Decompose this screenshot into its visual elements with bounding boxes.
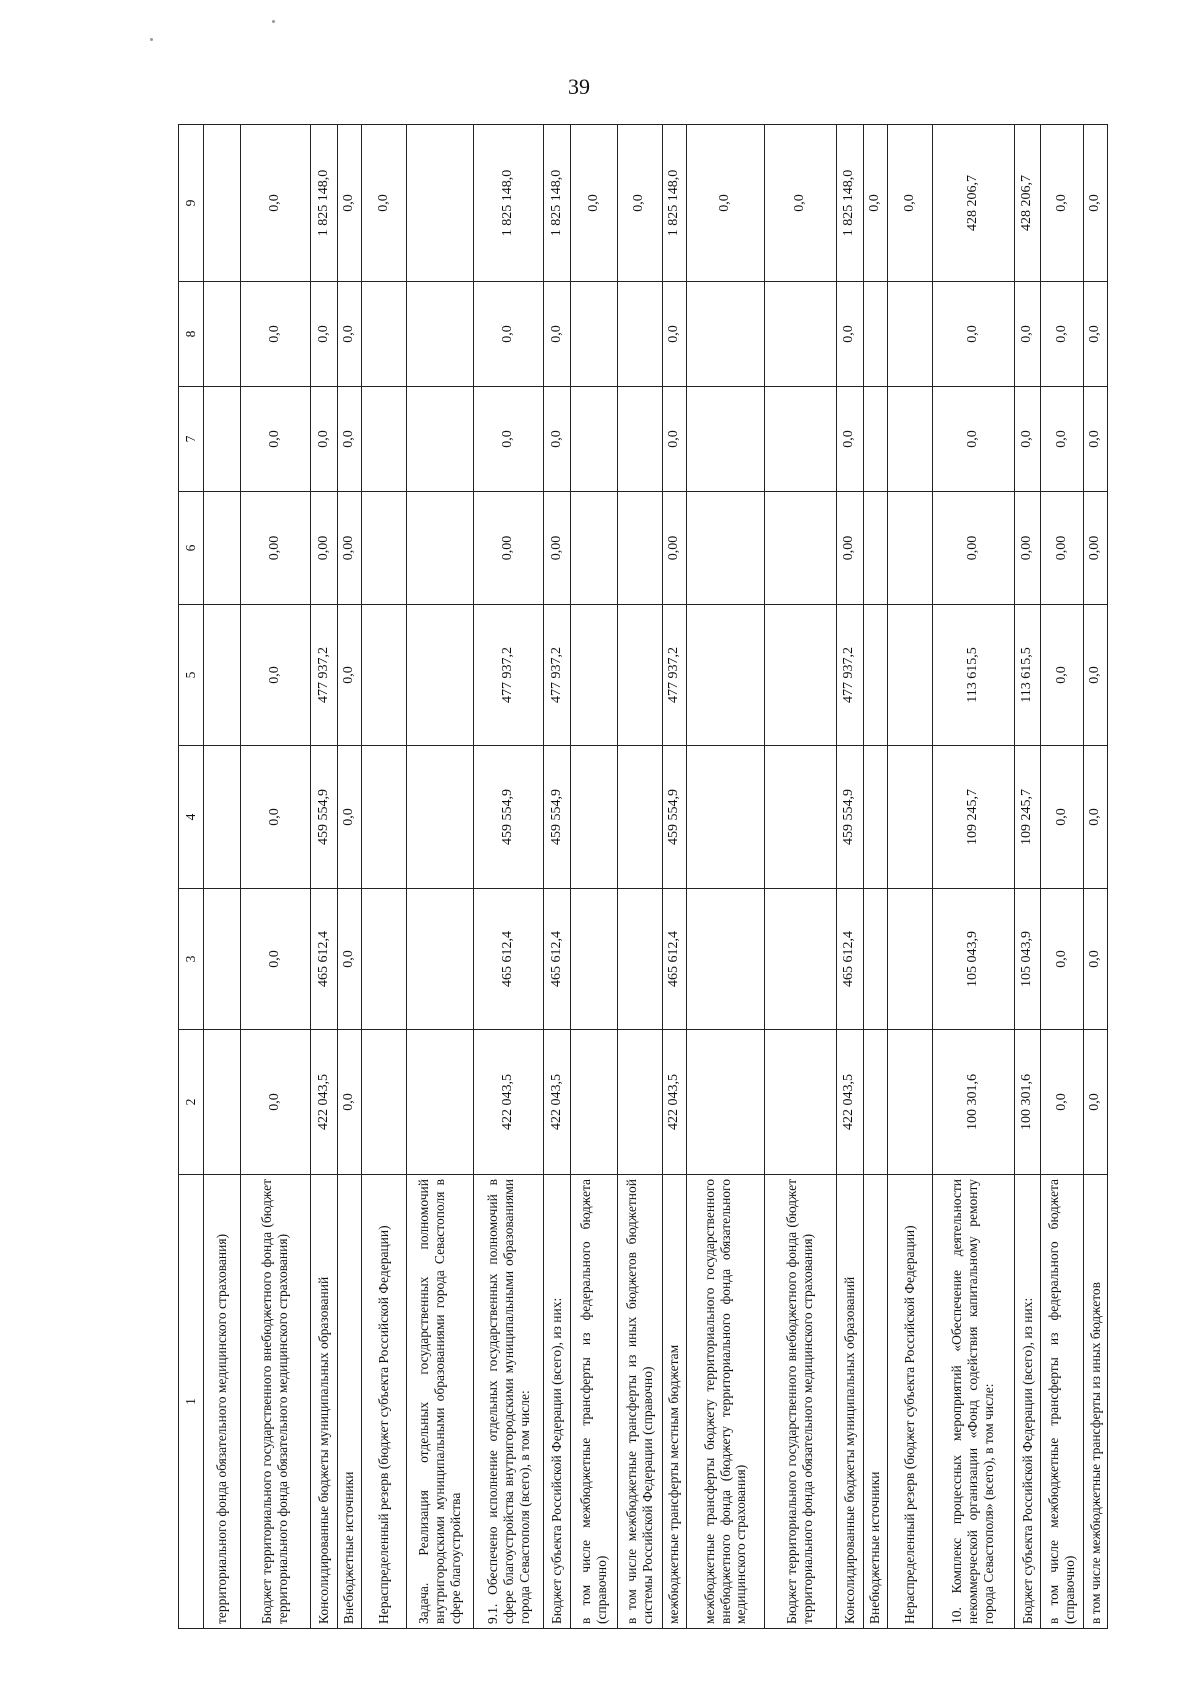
value-cell: 0,0: [1014, 282, 1041, 387]
value-cell: 0,00: [836, 492, 863, 605]
value-cell: 0,00: [473, 492, 544, 605]
value-cell: 422 043,5: [544, 1030, 571, 1175]
table-row: [617, 125, 662, 1629]
value-cell: [361, 282, 406, 387]
value-cell: 422 043,5: [473, 1030, 544, 1175]
table-row: [764, 125, 836, 1629]
value-cell: 0,00: [1084, 492, 1108, 605]
scan-speck: [272, 20, 275, 23]
value-cell: [361, 492, 406, 605]
value-cell: [406, 387, 473, 492]
row-label: Бюджет территориального государственного внебюджетного фонда (бюджет территориального фонда обязательного медицинского страхования): [764, 1175, 836, 1629]
value-cell: 100 301,6: [1014, 1030, 1041, 1175]
value-cell: 1 825 148,0: [836, 125, 863, 282]
table-row: [240, 125, 311, 1629]
value-cell: [764, 282, 836, 387]
value-cell: 459 554,9: [836, 746, 863, 889]
value-cell: 0,0: [338, 125, 362, 282]
value-cell: [406, 889, 473, 1030]
value-cell: [204, 1030, 241, 1175]
value-cell: 0,0: [311, 282, 338, 387]
value-cell: [571, 746, 617, 889]
column-header: 5: [179, 605, 204, 746]
value-cell: 422 043,5: [311, 1030, 338, 1175]
value-cell: [863, 1030, 887, 1175]
row-label: 9.1. Обеспечено исполнение отдельных государственных полномочий в сфере благоустройства внутригородскими муниципальными образованиями города Севастополя (всего), в том числе:: [473, 1175, 544, 1629]
value-cell: 422 043,5: [836, 1030, 863, 1175]
row-label: Нераспределенный резерв (бюджет субъекта Российской Федерации): [887, 1175, 932, 1629]
table-row: [338, 125, 362, 1629]
value-cell: [361, 387, 406, 492]
value-cell: [863, 746, 887, 889]
value-cell: 0,0: [1084, 387, 1108, 492]
value-cell: 0,0: [662, 282, 686, 387]
value-cell: [887, 492, 932, 605]
value-cell: 0,00: [544, 492, 571, 605]
value-cell: 0,0: [1041, 1030, 1084, 1175]
table-row: [863, 125, 887, 1629]
value-cell: 0,00: [1014, 492, 1041, 605]
value-cell: 459 554,9: [473, 746, 544, 889]
value-cell: 0,0: [764, 125, 836, 282]
row-label: Задача. Реализация отдельных государственных полномочий внутригородскими муниципальными образованиями города Севастополя в сфере благоустройства: [406, 1175, 473, 1629]
value-cell: 477 937,2: [311, 605, 338, 746]
value-cell: 109 245,7: [1014, 746, 1041, 889]
value-cell: 477 937,2: [544, 605, 571, 746]
value-cell: 113 615,5: [1014, 605, 1041, 746]
value-cell: 0,0: [473, 387, 544, 492]
value-cell: 1 825 148,0: [662, 125, 686, 282]
value-cell: [204, 387, 241, 492]
row-label: Бюджет территориального государственного внебюджетного фонда (бюджет территориального фонда обязательного медицинского страхования): [240, 1175, 311, 1629]
value-cell: [571, 282, 617, 387]
value-cell: [204, 492, 241, 605]
table-header-row: [179, 125, 204, 1629]
value-cell: 465 612,4: [662, 889, 686, 1030]
value-cell: [617, 282, 662, 387]
table-row: [686, 125, 764, 1629]
value-cell: [686, 1030, 764, 1175]
row-label: в том числе межбюджетные трансферты из федерального бюджета (справочно): [1041, 1175, 1084, 1629]
value-cell: 477 937,2: [836, 605, 863, 746]
value-cell: [686, 492, 764, 605]
value-cell: [887, 605, 932, 746]
column-header: 4: [179, 746, 204, 889]
table-row: [887, 125, 932, 1629]
value-cell: [406, 125, 473, 282]
value-cell: 0,0: [1084, 889, 1108, 1030]
value-cell: 0,0: [338, 746, 362, 889]
value-cell: 0,0: [473, 282, 544, 387]
value-cell: 0,0: [240, 282, 311, 387]
value-cell: 1 825 148,0: [311, 125, 338, 282]
value-cell: 428 206,7: [1014, 125, 1041, 282]
table-row: [836, 125, 863, 1629]
table-row: [662, 125, 686, 1629]
value-cell: [617, 605, 662, 746]
value-cell: 105 043,9: [1014, 889, 1041, 1030]
column-header: 8: [179, 282, 204, 387]
value-cell: 0,0: [571, 125, 617, 282]
value-cell: [617, 746, 662, 889]
value-cell: [571, 889, 617, 1030]
value-cell: [406, 492, 473, 605]
page-number: 39: [568, 74, 590, 99]
value-cell: [204, 889, 241, 1030]
column-header: 2: [179, 1030, 204, 1175]
value-cell: [887, 387, 932, 492]
value-cell: 0,0: [617, 125, 662, 282]
row-label: в том числе межбюджетные трансферты из федерального бюджета (справочно): [571, 1175, 617, 1629]
row-label: Консолидированные бюджеты муниципальных образований: [311, 1175, 338, 1629]
value-cell: [764, 605, 836, 746]
value-cell: [204, 282, 241, 387]
table-row: [1084, 125, 1108, 1629]
value-cell: 0,0: [338, 605, 362, 746]
value-cell: 0,0: [338, 1030, 362, 1175]
row-label: в том числе межбюджетные трансферты из иных бюджетов бюджетной системы Российской Федерации (справочно): [617, 1175, 662, 1629]
value-cell: 0,0: [1084, 1030, 1108, 1175]
value-cell: [863, 492, 887, 605]
value-cell: [686, 889, 764, 1030]
value-cell: [887, 282, 932, 387]
value-cell: 0,00: [933, 492, 1015, 605]
value-cell: [764, 387, 836, 492]
table-row: [361, 125, 406, 1629]
value-cell: 0,00: [1041, 492, 1084, 605]
value-cell: [361, 1030, 406, 1175]
value-cell: [406, 282, 473, 387]
table-row: [933, 125, 1015, 1629]
value-cell: [406, 746, 473, 889]
value-cell: [863, 387, 887, 492]
value-cell: [617, 1030, 662, 1175]
value-cell: [204, 746, 241, 889]
value-cell: 459 554,9: [311, 746, 338, 889]
row-label: межбюджетные трансферты местным бюджетам: [662, 1175, 686, 1629]
value-cell: 459 554,9: [544, 746, 571, 889]
row-label: территориального фонда обязательного медицинского страхования): [204, 1175, 241, 1629]
value-cell: 0,0: [933, 387, 1015, 492]
value-cell: [686, 282, 764, 387]
value-cell: 0,0: [240, 746, 311, 889]
value-cell: 422 043,5: [662, 1030, 686, 1175]
value-cell: 0,0: [544, 387, 571, 492]
value-cell: 0,0: [1041, 746, 1084, 889]
table-row: [204, 125, 241, 1629]
value-cell: 0,0: [240, 387, 311, 492]
value-cell: [571, 387, 617, 492]
value-cell: 0,0: [662, 387, 686, 492]
table-rotation-frame: [178, 125, 1108, 1629]
value-cell: [863, 282, 887, 387]
value-cell: 0,0: [544, 282, 571, 387]
rotated-page-content: [178, 125, 1108, 1629]
value-cell: 0,00: [338, 492, 362, 605]
table-row: [1014, 125, 1041, 1629]
column-header: 6: [179, 492, 204, 605]
value-cell: [887, 889, 932, 1030]
value-cell: 1 825 148,0: [544, 125, 571, 282]
value-cell: 0,0: [311, 387, 338, 492]
row-label: Внебюджетные источники: [338, 1175, 362, 1629]
value-cell: 0,0: [1084, 746, 1108, 889]
value-cell: 0,0: [887, 125, 932, 282]
value-cell: [887, 746, 932, 889]
value-cell: 477 937,2: [662, 605, 686, 746]
row-label: межбюджетные трансферты бюджету территориального государственного внебюджетного фонда (бюджету территориального фонда обязательного медицинского страхования): [686, 1175, 764, 1629]
value-cell: 109 245,7: [933, 746, 1015, 889]
value-cell: 477 937,2: [473, 605, 544, 746]
value-cell: 0,0: [338, 889, 362, 1030]
value-cell: 0,00: [311, 492, 338, 605]
value-cell: 0,00: [240, 492, 311, 605]
budget-table: [178, 124, 1108, 1629]
value-cell: 105 043,9: [933, 889, 1015, 1030]
value-cell: 428 206,7: [933, 125, 1015, 282]
column-header: 9: [179, 125, 204, 282]
value-cell: 0,0: [1041, 387, 1084, 492]
value-cell: 0,0: [1041, 605, 1084, 746]
value-cell: [686, 387, 764, 492]
column-header: 3: [179, 889, 204, 1030]
row-label: Внебюджетные источники: [863, 1175, 887, 1629]
value-cell: 0,0: [240, 889, 311, 1030]
value-cell: 0,0: [240, 605, 311, 746]
table-row: [406, 125, 473, 1629]
value-cell: 0,0: [1084, 282, 1108, 387]
table-row: [1041, 125, 1084, 1629]
value-cell: 0,0: [338, 387, 362, 492]
value-cell: 0,0: [1084, 605, 1108, 746]
value-cell: [571, 1030, 617, 1175]
value-cell: 465 612,4: [836, 889, 863, 1030]
value-cell: 0,0: [1084, 125, 1108, 282]
row-label: Бюджет субъекта Российской Федерации (всего), из них:: [544, 1175, 571, 1629]
row-label: в том числе межбюджетные трансферты из иных бюджетов: [1084, 1175, 1108, 1629]
scan-speck: [150, 38, 153, 41]
value-cell: [617, 492, 662, 605]
value-cell: 0,0: [1041, 889, 1084, 1030]
value-cell: 465 612,4: [473, 889, 544, 1030]
row-label: Консолидированные бюджеты муниципальных образований: [836, 1175, 863, 1629]
row-label: Нераспределенный резерв (бюджет субъекта Российской Федерации): [361, 1175, 406, 1629]
value-cell: [571, 605, 617, 746]
value-cell: 0,0: [686, 125, 764, 282]
value-cell: 0,0: [338, 282, 362, 387]
table-row: [544, 125, 571, 1629]
value-cell: [406, 605, 473, 746]
value-cell: [764, 1030, 836, 1175]
value-cell: 0,0: [240, 125, 311, 282]
value-cell: 465 612,4: [544, 889, 571, 1030]
value-cell: [764, 492, 836, 605]
value-cell: 0,0: [1041, 125, 1084, 282]
row-label: Бюджет субъекта Российской Федерации (всего), из них:: [1014, 1175, 1041, 1629]
value-cell: 0,0: [836, 387, 863, 492]
value-cell: [863, 889, 887, 1030]
column-header: 7: [179, 387, 204, 492]
value-cell: 0,00: [662, 492, 686, 605]
value-cell: [686, 746, 764, 889]
value-cell: 0,0: [933, 282, 1015, 387]
value-cell: 113 615,5: [933, 605, 1015, 746]
value-cell: [571, 492, 617, 605]
value-cell: 0,0: [361, 125, 406, 282]
value-cell: [617, 889, 662, 1030]
value-cell: [361, 889, 406, 1030]
table-row: [571, 125, 617, 1629]
value-cell: 465 612,4: [311, 889, 338, 1030]
value-cell: [686, 605, 764, 746]
value-cell: 1 825 148,0: [473, 125, 544, 282]
value-cell: 0,0: [836, 282, 863, 387]
value-cell: [204, 605, 241, 746]
value-cell: [764, 746, 836, 889]
value-cell: [887, 1030, 932, 1175]
value-cell: [204, 125, 241, 282]
column-header: 1: [179, 1175, 204, 1629]
value-cell: [617, 387, 662, 492]
value-cell: 0,0: [1041, 282, 1084, 387]
table-row: [311, 125, 338, 1629]
value-cell: [764, 889, 836, 1030]
value-cell: 459 554,9: [662, 746, 686, 889]
table-body: [204, 125, 1108, 1629]
value-cell: [863, 605, 887, 746]
row-label: 10. Комплекс процессных мероприятий «Обеспечение деятельности некоммерческой организации «Фонд содействия капитальному ремонту города Севастополя» (всего), в том числе:: [933, 1175, 1015, 1629]
value-cell: 0,0: [1014, 387, 1041, 492]
value-cell: [406, 1030, 473, 1175]
value-cell: [361, 605, 406, 746]
value-cell: [361, 746, 406, 889]
value-cell: 100 301,6: [933, 1030, 1015, 1175]
table-row: [473, 125, 544, 1629]
value-cell: 0,0: [240, 1030, 311, 1175]
value-cell: 0,0: [863, 125, 887, 282]
